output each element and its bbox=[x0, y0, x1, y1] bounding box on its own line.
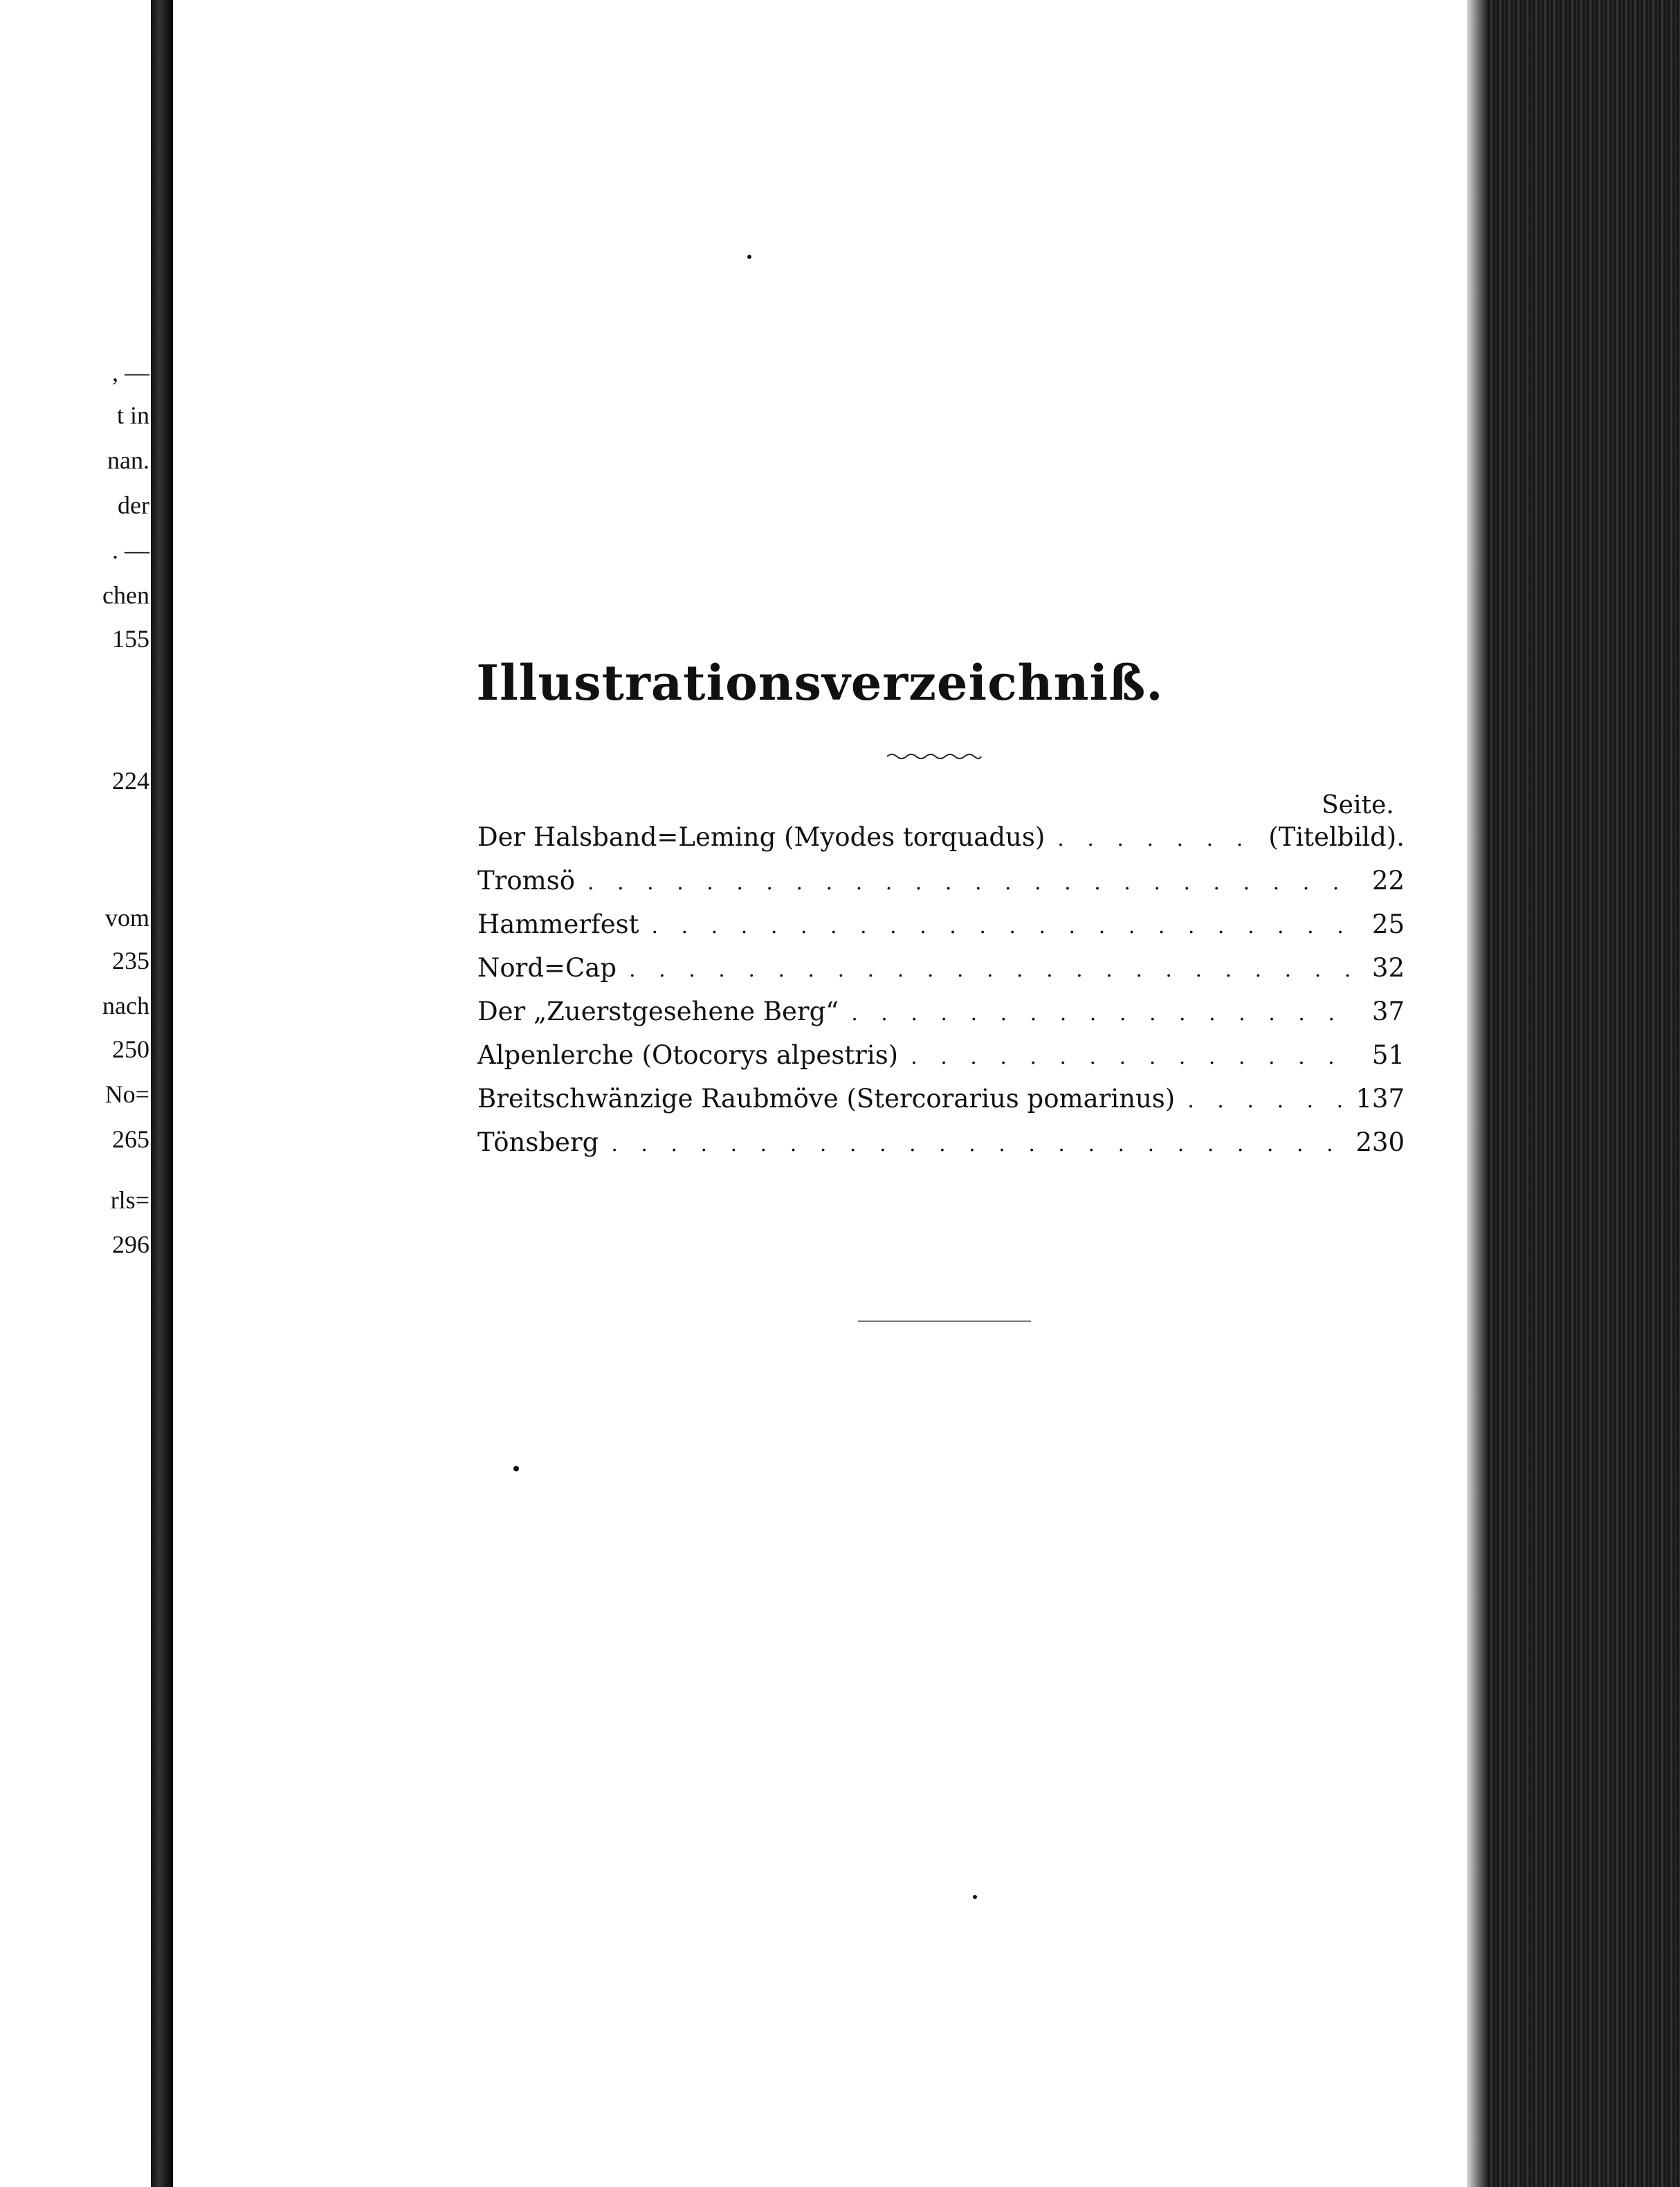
list-item bbox=[477, 997, 1405, 1040]
illustration-title: Nord=Cap bbox=[477, 953, 617, 983]
page-title: Illustrationsverzeichniß. bbox=[476, 654, 1164, 711]
previous-page-line: rls= bbox=[110, 1186, 149, 1214]
previous-page-line: 155 bbox=[112, 625, 149, 653]
page-number: 51 bbox=[1371, 1040, 1405, 1070]
illustration-title: Tromsö bbox=[477, 866, 575, 896]
previous-page-line: 235 bbox=[112, 947, 149, 974]
previous-page-line: No= bbox=[104, 1080, 149, 1108]
dot-leader bbox=[611, 1132, 1343, 1156]
print-speck bbox=[747, 255, 751, 259]
previous-page-line: der bbox=[118, 491, 149, 519]
illustration-title: Tönsberg bbox=[477, 1127, 599, 1157]
dot-leader bbox=[1057, 827, 1256, 851]
book-edge bbox=[1467, 0, 1680, 2187]
print-speck bbox=[973, 1895, 977, 1899]
illustrations-list bbox=[477, 822, 1405, 1171]
dot-leader bbox=[851, 1001, 1351, 1026]
page-number: (Titelbild). bbox=[1268, 822, 1405, 852]
page-number: 37 bbox=[1371, 997, 1405, 1026]
previous-page-line: 265 bbox=[112, 1125, 149, 1153]
list-item bbox=[477, 953, 1405, 997]
page-number: 137 bbox=[1355, 1084, 1405, 1114]
list-item bbox=[477, 1084, 1405, 1127]
previous-page-line: nach bbox=[102, 992, 149, 1019]
previous-page-line: 224 bbox=[112, 767, 149, 795]
title-ornament bbox=[886, 751, 983, 762]
list-item bbox=[477, 909, 1405, 953]
illustration-title: Hammerfest bbox=[477, 909, 639, 939]
page-number: 230 bbox=[1355, 1127, 1405, 1157]
book-page bbox=[173, 0, 1467, 2187]
illustration-title: Breitschwänzige Raubmöve (Stercorarius pomarinus) bbox=[477, 1084, 1176, 1114]
previous-page-line: , — bbox=[112, 359, 149, 386]
dot-leader bbox=[1187, 1089, 1343, 1113]
previous-page-line: t in bbox=[116, 401, 149, 429]
page-number: 25 bbox=[1371, 909, 1405, 939]
list-item bbox=[477, 822, 1405, 866]
dot-leader bbox=[652, 914, 1351, 938]
previous-page-line: . — bbox=[112, 536, 149, 564]
dot-leader bbox=[629, 958, 1351, 982]
previous-page-line: nan. bbox=[107, 446, 149, 474]
dot-leader bbox=[587, 871, 1351, 895]
list-item bbox=[477, 866, 1405, 909]
list-item bbox=[477, 1127, 1405, 1171]
illustration-title: Alpenlerche (Otocorys alpestris) bbox=[477, 1040, 899, 1070]
print-speck bbox=[513, 1466, 519, 1471]
previous-page-fragment bbox=[0, 0, 152, 2187]
list-item bbox=[477, 1040, 1405, 1084]
illustration-title: Der „Zuerstgesehene Berg“ bbox=[477, 997, 839, 1026]
dot-leader bbox=[911, 1045, 1351, 1069]
previous-page-line: chen bbox=[102, 581, 149, 609]
illustration-title: Der Halsband=Leming (Myodes torquadus) bbox=[477, 822, 1046, 852]
previous-page-line: 296 bbox=[112, 1231, 149, 1258]
previous-page-line: 250 bbox=[112, 1035, 149, 1063]
book-gutter bbox=[151, 0, 172, 2187]
section-divider bbox=[858, 1321, 1031, 1322]
page-number: 22 bbox=[1371, 866, 1405, 896]
page-column-label: Seite. bbox=[1322, 791, 1394, 819]
previous-page-line: vom bbox=[104, 904, 149, 932]
page-number: 32 bbox=[1371, 953, 1405, 983]
